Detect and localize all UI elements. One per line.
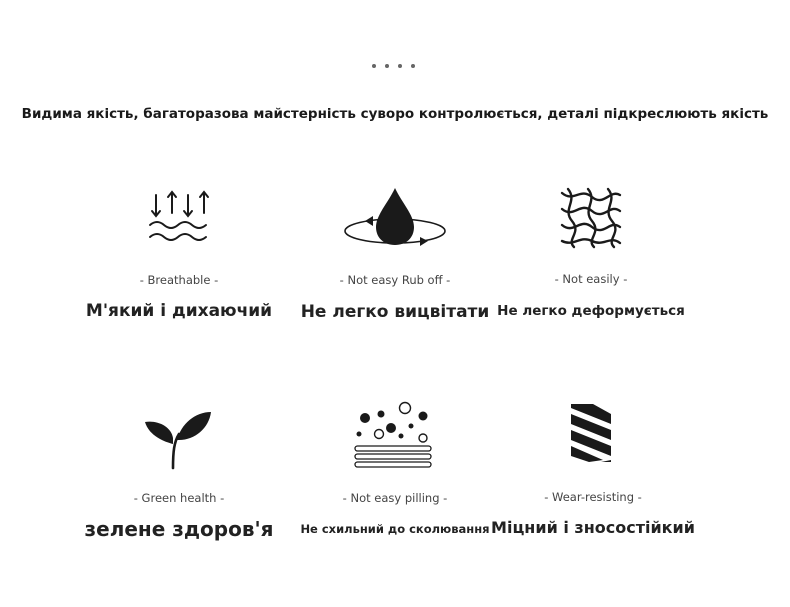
feature-en-label: - Not easy Rub off -	[339, 273, 451, 287]
leaf-sprout-icon	[143, 406, 215, 472]
water-drop-icon	[340, 183, 450, 253]
mesh-knit-icon	[556, 183, 626, 253]
feature-green-health	[64, 398, 294, 548]
feature-en-label: - Breathable -	[139, 273, 219, 287]
feature-not-easy-pilling	[280, 398, 510, 548]
headline: Видима якість, багаторазова майстерність суворо контролюється, деталі підкреслюють якість	[21, 106, 769, 122]
feature-not-easily-deform	[476, 180, 706, 330]
feature-en-label: - Wear-resisting -	[544, 490, 642, 504]
wear-stripes-icon	[563, 400, 623, 470]
feature-en-label: - Not easy pilling -	[342, 491, 448, 505]
feature-ua-label: Не схильний до сколювання	[300, 522, 490, 536]
feature-ua-label: М'який і дихаючий	[85, 301, 273, 321]
feature-ua-label: Не легко деформується	[497, 303, 685, 319]
feature-breathable	[64, 180, 294, 330]
feature-ua-label: Міцний і зносостійкий	[491, 518, 695, 537]
pilling-dots-icon	[353, 400, 437, 470]
feature-ua-label: Не легко вицвітати	[300, 302, 490, 322]
feature-en-label: - Green health -	[133, 491, 225, 505]
decorative-dots	[0, 58, 790, 74]
breathable-icon	[144, 185, 214, 255]
feature-ua-label: зелене здоров'я	[84, 517, 274, 541]
feature-en-label: - Not easily -	[554, 272, 628, 286]
feature-wear-resisting	[478, 398, 708, 548]
